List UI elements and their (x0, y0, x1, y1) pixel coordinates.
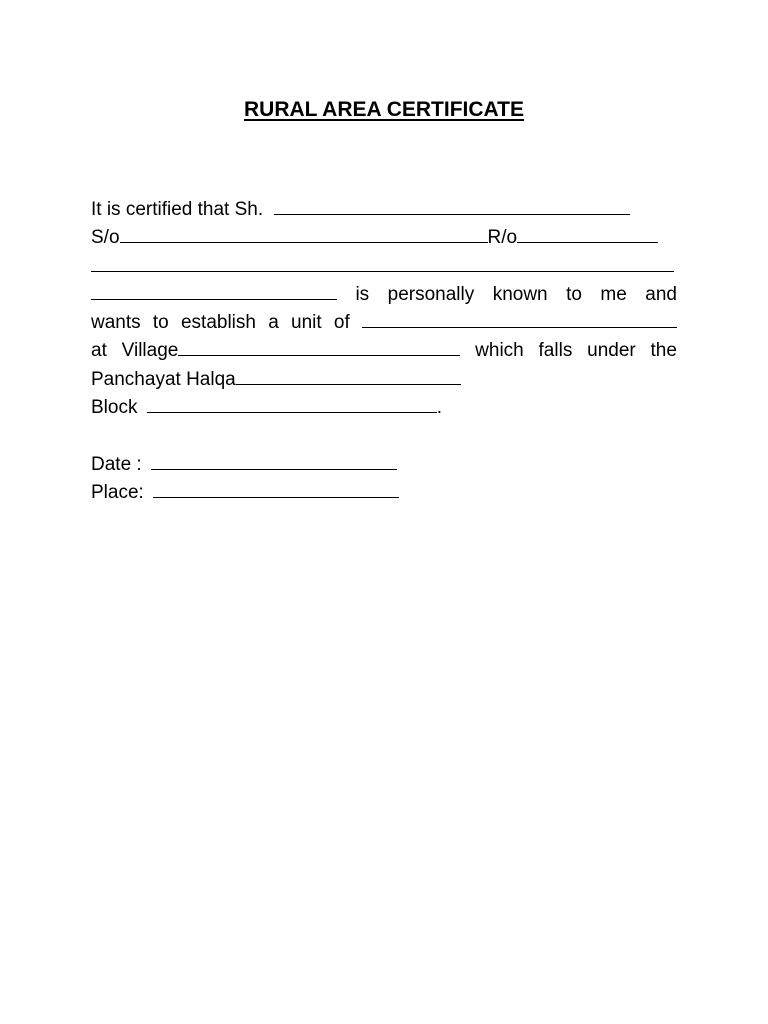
word-to: to (566, 283, 582, 305)
date-place-block (91, 451, 399, 508)
line-establish-unit (91, 309, 677, 337)
word-a: a (268, 312, 279, 334)
block-label: Block (91, 397, 138, 419)
line-residence-continued (91, 253, 677, 281)
residence-blank-2[interactable] (91, 253, 674, 272)
place-label: Place: (91, 482, 144, 504)
village-group (122, 337, 461, 365)
residence-blank-3[interactable] (91, 281, 337, 300)
line-village (91, 337, 677, 365)
date-label: Date : (91, 454, 142, 475)
block-blank[interactable] (147, 394, 437, 413)
panchayat-halqa-label: Panchayat Halqa (91, 368, 236, 390)
certified-that-text: It is certified that Sh. (91, 199, 264, 220)
ro-label: R/o (487, 227, 518, 249)
unit-blank[interactable] (362, 309, 677, 328)
word-unit: unit (291, 312, 322, 334)
residence-blank-1[interactable] (517, 224, 658, 243)
word-and: and (645, 283, 677, 305)
line-personally-known (91, 281, 677, 309)
word-the: the (650, 340, 677, 362)
word-at: at (91, 340, 107, 362)
village-blank[interactable] (178, 337, 460, 356)
block-period: . (436, 397, 443, 419)
word-which: which (475, 340, 524, 362)
father-name-blank[interactable] (120, 224, 488, 243)
title-text: RURAL AREA CERTIFICATE (244, 98, 524, 121)
line-so-ro (91, 224, 677, 252)
word-known: known (492, 283, 548, 305)
line-panchayat-halqa (91, 366, 677, 394)
certificate-body (91, 196, 677, 422)
certificate-title (0, 96, 768, 124)
place-blank[interactable] (153, 479, 399, 498)
word-is: is (355, 283, 370, 305)
line-place (91, 479, 399, 507)
panchayat-halqa-blank[interactable] (236, 366, 461, 385)
village-label: Village (121, 340, 179, 362)
word-to: to (152, 312, 169, 334)
date-blank[interactable] (151, 451, 397, 470)
word-establish: establish (180, 312, 256, 334)
line-date (91, 451, 399, 479)
word-wants: wants (91, 312, 141, 334)
word-personally: personally (387, 283, 475, 305)
word-falls: falls (538, 340, 573, 362)
so-label: S/o (91, 227, 120, 249)
line-block (91, 394, 677, 422)
line-certified-that (91, 196, 677, 224)
name-blank[interactable] (274, 196, 630, 215)
word-under: under (587, 340, 636, 362)
word-me: me (600, 283, 627, 305)
word-of: of (333, 312, 350, 334)
